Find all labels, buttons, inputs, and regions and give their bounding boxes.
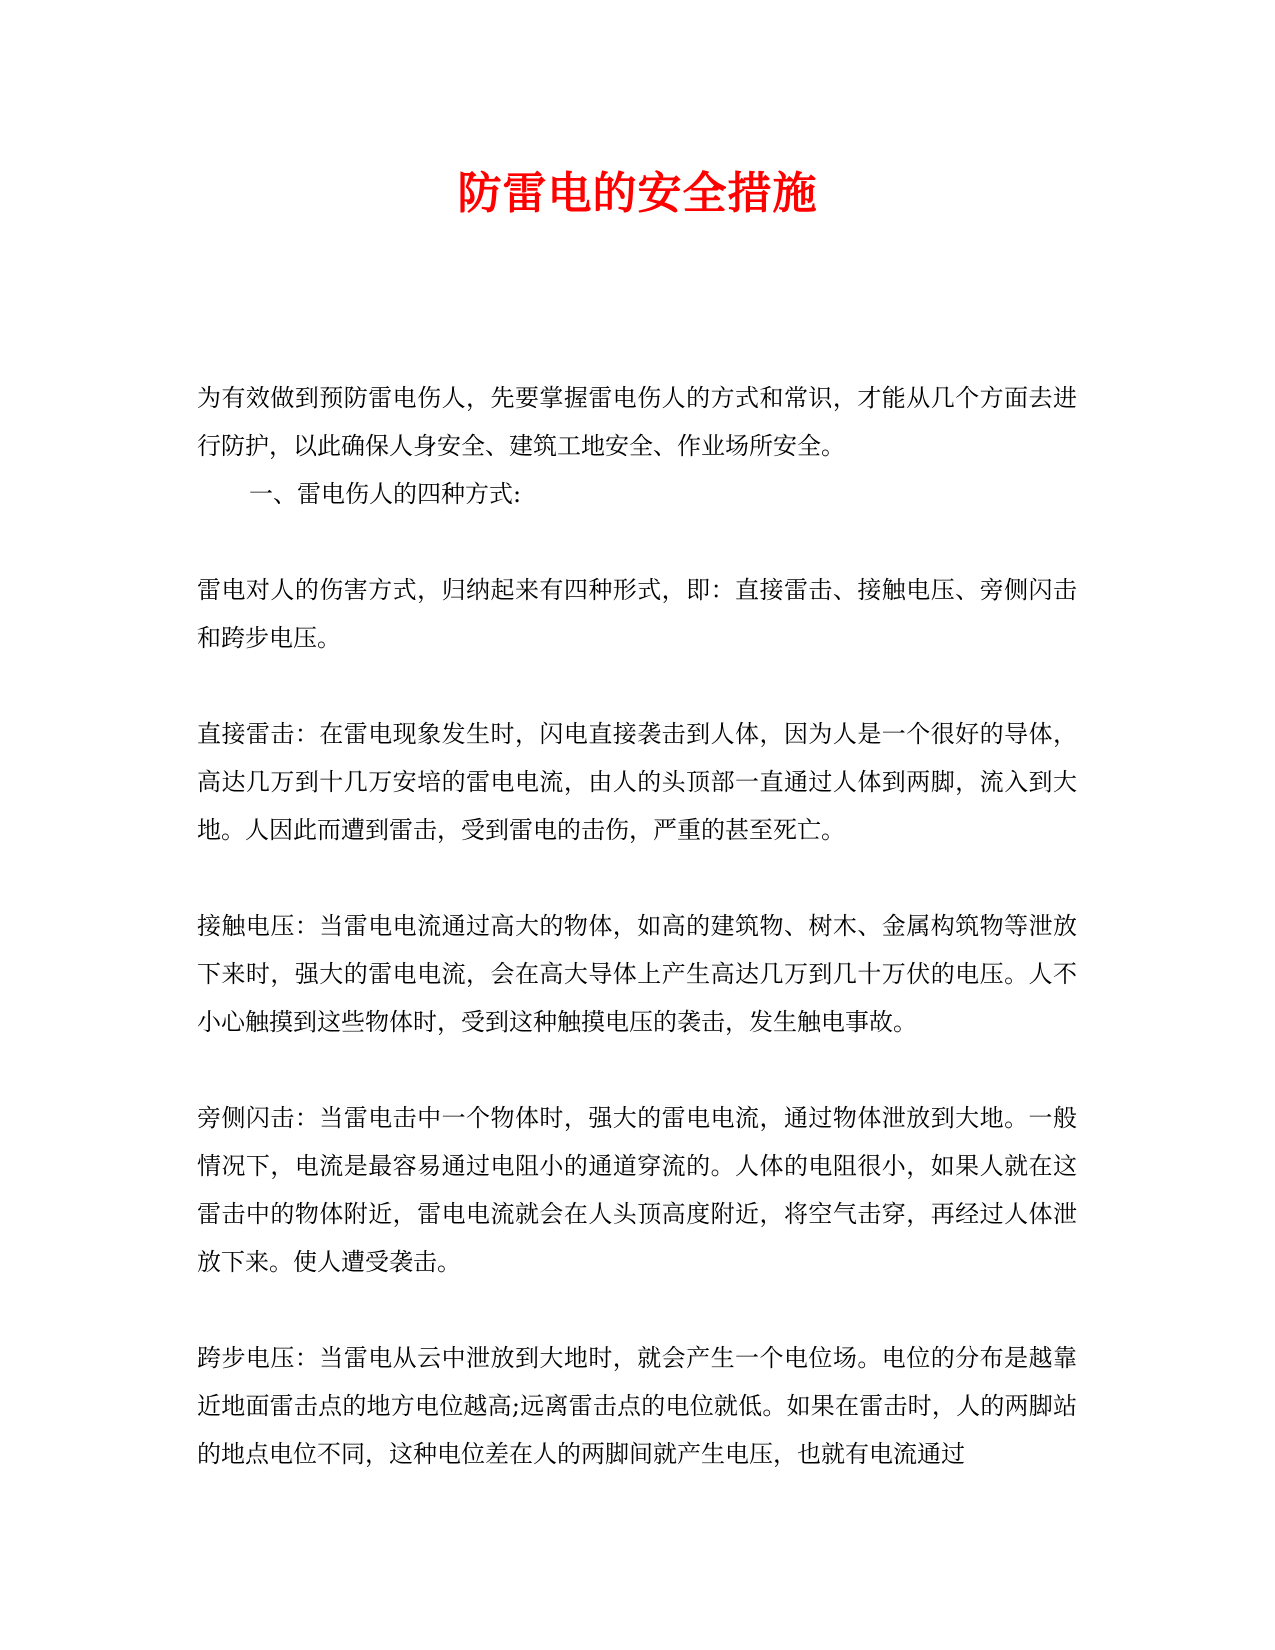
document-body	[197, 374, 1077, 1478]
section-heading: 一、雷电伤人的四种方式:	[249, 480, 522, 508]
summary-paragraph: 雷电对人的伤害方式，归纳起来有四种形式，即：直接雷击、接触电压、旁侧闪击和跨步电压。	[197, 576, 1077, 652]
direct-strike-paragraph: 直接雷击：在雷电现象发生时，闪电直接袭击到人体，因为人是一个很好的导体，高达几万到十几万安培的雷电电流，由人的头顶部一直通过人体到两脚，流入到大地。人因此而遭到雷击，受到雷电的击伤，严重的甚至死亡。	[197, 720, 1077, 844]
document-title: 防雷电的安全措施	[457, 168, 818, 219]
contact-voltage-paragraph: 接触电压：当雷电电流通过高大的物体，如高的建筑物、树木、金属构筑物等泄放下来时，强大的雷电电流，会在高大导体上产生高达几万到几十万伏的电压。人不小心触摸到这些物体时，受到这种触摸电压的袭击，发生触电事故。	[197, 912, 1077, 1036]
side-flash-paragraph: 旁侧闪击：当雷电击中一个物体时，强大的雷电电流，通过物体泄放到大地。一般情况下，电流是最容易通过电阻小的通道穿流的。人体的电阻很小，如果人就在这雷击中的物体附近，雷电电流就会在人头顶高度附近，将空气击穿，再经过人体泄放下来。使人遭受袭击。	[197, 1104, 1077, 1276]
step-voltage-paragraph: 跨步电压：当雷电从云中泄放到大地时，就会产生一个电位场。电位的分布是越靠近地面雷击点的地方电位越高;远离雷击点的电位就低。如果在雷击时，人的两脚站的地点电位不同，这种电位差在人的两脚间就产生电压，也就有电流通过	[197, 1344, 1077, 1468]
intro-paragraph: 为有效做到预防雷电伤人，先要掌握雷电伤人的方式和常识，才能从几个方面去进行防护，以此确保人身安全、建筑工地安全、作业场所安全。	[197, 384, 1077, 460]
